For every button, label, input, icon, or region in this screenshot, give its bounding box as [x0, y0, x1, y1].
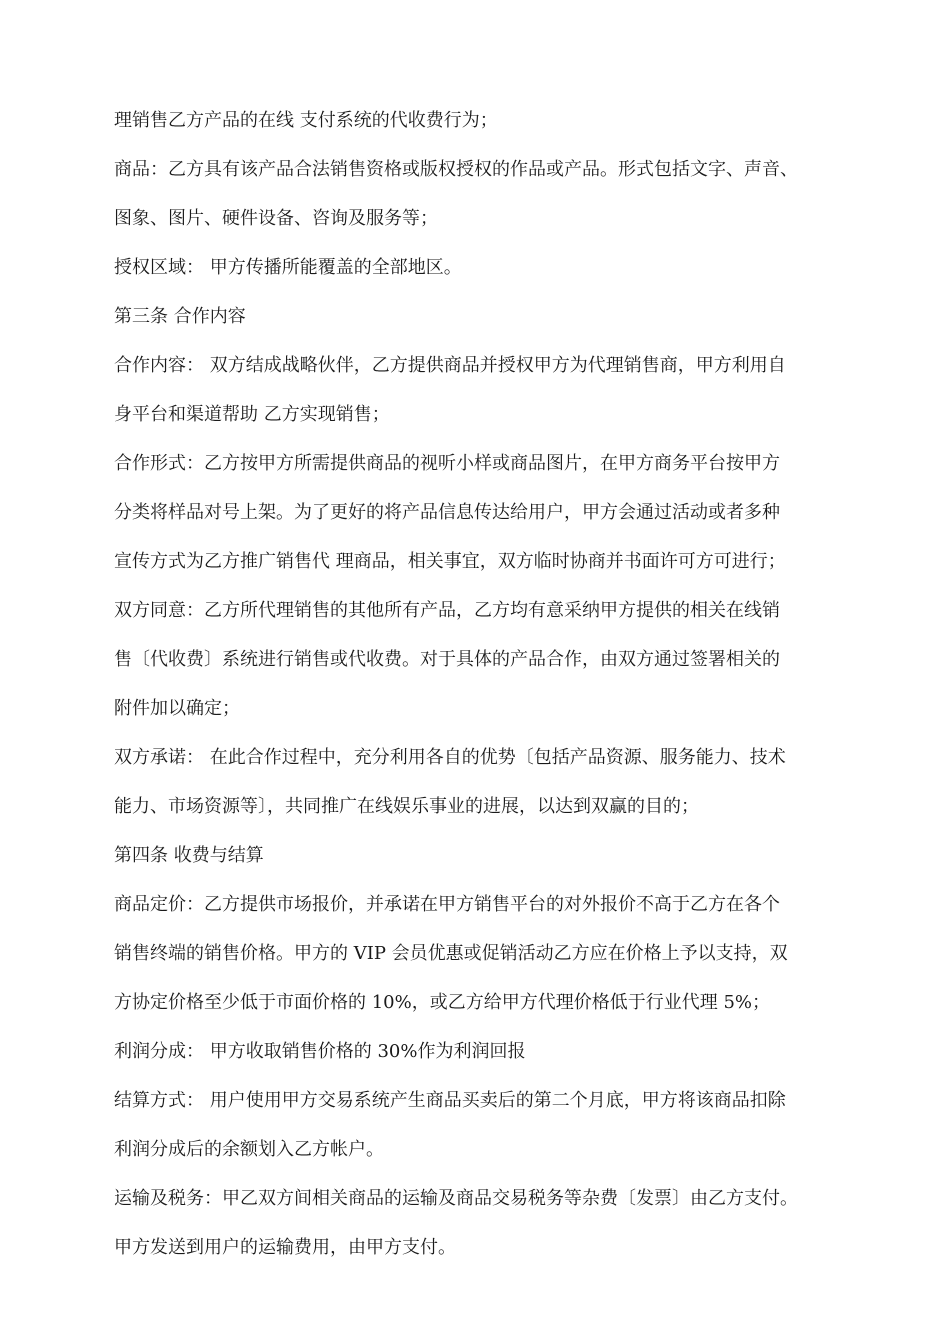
section-heading: 第四条 收费与结算: [114, 845, 264, 866]
text-line: 双方承诺： 在此合作过程中，充分利用各自的优势〔包括产品资源、服务能力、技术: [114, 747, 786, 768]
text-line: 利润分成： 甲方收取销售价格的 30%作为利润回报: [114, 1041, 526, 1062]
text-line: 附件加以确定；: [114, 698, 240, 719]
text-line: 身平台和渠道帮助 乙方实现销售；: [114, 404, 390, 425]
text-line: 能力、市场资源等〕，共同推广在线娱乐事业的进展，以达到双赢的目的；: [114, 796, 699, 817]
text-line: 方协定价格至少低于市面价格的 10%，或乙方给甲方代理价格低于行业代理 5%；: [114, 992, 771, 1013]
text-line: 合作内容： 双方结成战略伙伴，乙方提供商品并授权甲方为代理销售商，甲方利用自: [114, 355, 786, 376]
text-line: 甲方发送到用户的运输费用，由甲方支付。: [114, 1237, 456, 1258]
text-line: 授权区域： 甲方传播所能覆盖的全部地区。: [114, 257, 462, 278]
text-line: 商品定价：乙方提供市场报价，并承诺在甲方销售平台的对外报价不高于乙方在各个: [114, 894, 780, 915]
document-body: [114, 96, 854, 1272]
text-line: 售〔代收费〕系统进行销售或代收费。对于具体的产品合作，由双方通过签署相关的: [114, 649, 780, 670]
text-line: 合作形式：乙方按甲方所需提供商品的视听小样或商品图片，在甲方商务平台按甲方: [114, 453, 780, 474]
text-line: 商品：乙方具有该产品合法销售资格或版权授权的作品或产品。形式包括文字、声音、: [114, 159, 798, 180]
text-line: 双方同意：乙方所代理销售的其他所有产品，乙方均有意采纳甲方提供的相关在线销: [114, 600, 780, 621]
text-line: 销售终端的销售价格。甲方的 VIP 会员优惠或促销活动乙方应在价格上予以支持，双: [114, 943, 788, 964]
text-line: 结算方式： 用户使用甲方交易系统产生商品买卖后的第二个月底，甲方将该商品扣除: [114, 1090, 786, 1111]
text-line: 利润分成后的余额划入乙方帐户。: [114, 1139, 384, 1160]
text-line: 分类将样品对号上架。为了更好的将产品信息传达给用户，甲方会通过活动或者多种: [114, 502, 780, 523]
text-line: 运输及税务：甲乙双方间相关商品的运输及商品交易税务等杂费〔发票〕由乙方支付。: [114, 1188, 798, 1209]
section-heading: 第三条 合作内容: [114, 306, 246, 327]
text-line: 宣传方式为乙方推广销售代 理商品，相关事宜，双方临时协商并书面许可方可进行；: [114, 551, 786, 572]
text-line: 图象、图片、硬件设备、咨询及服务等；: [114, 208, 438, 229]
text-line: 理销售乙方产品的在线 支付系统的代收费行为；: [114, 110, 498, 131]
